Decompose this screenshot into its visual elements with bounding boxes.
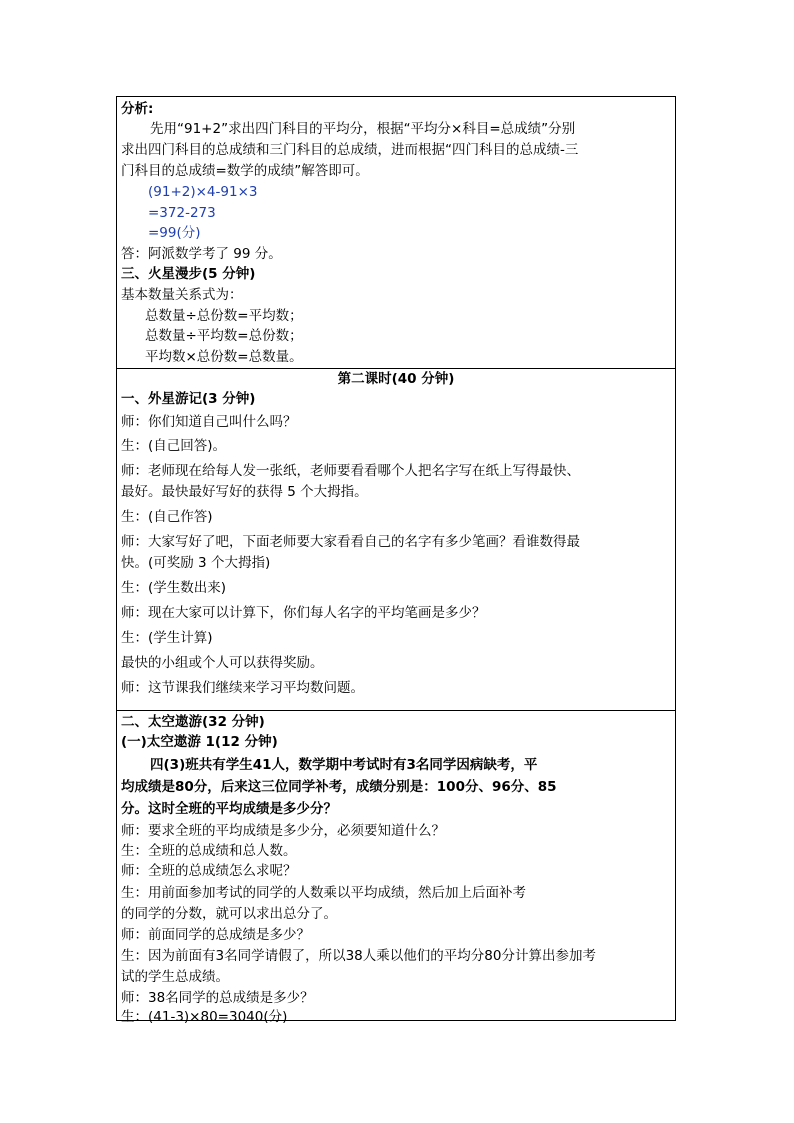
dialogue-line: 师：要求全班的平均成绩是多少分，必须要知道什么？ xyxy=(121,823,445,839)
calc-line: (91+2)×4-91×3 xyxy=(148,184,258,200)
dialogue-line: 生：用前面参加考试的同学的人数乘以平均成绩，然后加上后面补考 xyxy=(121,885,526,901)
dialogue-line: 生：(自己回答)。 xyxy=(121,438,227,454)
analysis-line: 先用“91+2”求出四门科目的平均分，根据“平均分×科目=总成绩”分别 xyxy=(150,121,576,137)
analysis-line: 求出四门科目的总成绩和三门科目的总成绩，进而根据“四门科目的总成绩-三 xyxy=(121,142,579,158)
problem-line: 均成绩是80分，后来这三位同学补考，成绩分别是：100分、96分、85 xyxy=(121,779,557,795)
lesson-plan-table xyxy=(116,96,676,1025)
space-tour-cell xyxy=(117,711,675,1025)
subsection-heading: (一)太空遨游 1(12 分钟) xyxy=(121,734,278,750)
relation-line: 平均数×总份数=总数量。 xyxy=(145,349,303,365)
dialogue-line: 生：因为前面有3名同学请假了，所以38人乘以他们的平均分80分计算出参加考 xyxy=(121,948,596,964)
dialogue-line: 生：(学生计算) xyxy=(121,630,213,646)
second-lesson-cell xyxy=(117,369,675,711)
analysis-heading: 分析: xyxy=(121,101,154,117)
dialogue-line: 生：全班的总成绩和总人数。 xyxy=(121,843,297,859)
calc-line: =99(分) xyxy=(148,225,201,241)
problem-line: 四(3)班共有学生41人，数学期中考试时有3名同学因病缺考，平 xyxy=(150,757,538,773)
dialogue-line: 生：(学生数出来) xyxy=(121,580,227,596)
calc-line: =372-273 xyxy=(148,205,216,221)
dialogue-line: 最快的小组或个人可以获得奖励。 xyxy=(121,655,324,671)
dialogue-line: 师：这节课我们继续来学习平均数问题。 xyxy=(121,680,364,696)
lesson-title: 第二课时(40 分钟) xyxy=(337,371,455,387)
answer-line: 答：阿派数学考了 99 分。 xyxy=(121,246,282,262)
dialogue-line: 师：大家写好了吧，下面老师要大家看看自己的名字有多少笔画？看谁数得最 xyxy=(121,534,580,550)
analysis-line: 门科目的总成绩=数学的成绩”解答即可。 xyxy=(121,163,369,179)
relation-line: 总数量÷总份数=平均数； xyxy=(145,308,303,324)
dialogue-line: 师：老师现在给每人发一张纸，老师要看看哪个人把名字写在纸上写得最快、 xyxy=(121,463,580,479)
dialogue-line: 快。(可奖励 3 个大拇指) xyxy=(121,555,271,571)
dialogue-line: 最好。最快最好写好的获得 5 个大拇指。 xyxy=(121,484,368,500)
dialogue-line: 师：你们知道自己叫什么吗？ xyxy=(121,414,297,430)
section-heading: 二、太空遨游(32 分钟) xyxy=(121,714,265,730)
dialogue-line: 的同学的分数，就可以求出总分了。 xyxy=(121,906,337,922)
section-heading: 一、外星游记(3 分钟) xyxy=(121,391,256,407)
dialogue-line: 生：(41-3)×80=3040(分) xyxy=(121,1009,288,1025)
problem-line: 分。这时全班的平均成绩是多少分？ xyxy=(121,801,337,817)
relation-line: 总数量÷平均数=总份数； xyxy=(145,328,303,344)
dialogue-line: 师：38名同学的总成绩是多少？ xyxy=(121,990,314,1006)
dialogue-line: 生：(自己作答) xyxy=(121,509,213,525)
dialogue-line: 师：全班的总成绩怎么求呢？ xyxy=(121,863,297,879)
relation-title: 基本数量关系式为： xyxy=(121,287,243,303)
section-heading: 三、火星漫步(5 分钟) xyxy=(121,266,256,282)
dialogue-line: 师：前面同学的总成绩是多少？ xyxy=(121,927,310,943)
dialogue-line: 试的学生总成绩。 xyxy=(121,969,229,985)
dialogue-line: 师：现在大家可以计算下，你们每人名字的平均笔画是多少？ xyxy=(121,605,486,621)
analysis-cell xyxy=(117,97,675,369)
